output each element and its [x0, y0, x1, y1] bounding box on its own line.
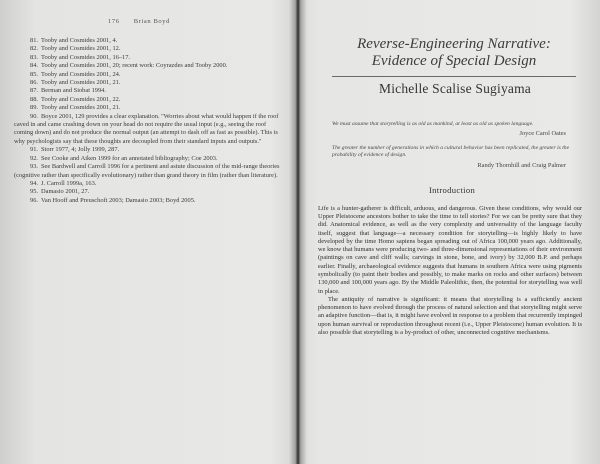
endnote-number: 84.: [30, 62, 38, 70]
title-rule: [332, 76, 576, 77]
endnote-number: 86.: [30, 79, 38, 87]
endnote-text: Storr 1977, 4; Jolly 1999, 287.: [41, 146, 120, 154]
endnote-text: Tooby and Cosmides 2001, 4.: [41, 37, 118, 44]
endnote-item: [14, 96, 280, 104]
chapter-title-line1: Reverse-Engineering Narrative:: [357, 36, 551, 52]
endnote-text: See Cooke and Aiken 1999 for an annotated bibliography; Coe 2003.: [41, 154, 218, 162]
endnote-number: 89.: [30, 104, 38, 112]
endnote-item: [14, 113, 280, 147]
endnote-text: J. Carroll 1999a, 163.: [41, 179, 97, 187]
chapter-title: [322, 36, 586, 70]
endnote-item: [14, 54, 280, 62]
endnote-item: [14, 71, 280, 79]
endnote-item: [14, 45, 280, 53]
chapter-author: Michelle Scalise Sugiyama: [379, 81, 531, 96]
endnotes-list: [14, 37, 280, 205]
endnote-number: 95.: [30, 188, 38, 196]
endnote-text: See Bardwell and Carroll 1996 for a pertinent and astute discussion of the mid-range theories (cognitive rather than specifically evolutionary) rather than grand theory in film (rather than literature).: [14, 163, 280, 179]
epigraph-2: The greater the number of generations in which a cultural behavior has been replicated, the greater is the probability of evidence of design.: [332, 145, 570, 159]
endnote-text: Tooby and Cosmides 2001, 21.: [41, 79, 121, 87]
endnote-item: [14, 79, 280, 87]
endnote-item: [14, 180, 280, 188]
endnote-item: [14, 188, 280, 196]
endnote-text: Tooby and Cosmides 2001, 12.: [41, 45, 121, 53]
endnote-number: 90.: [30, 112, 38, 120]
epigraph-2-attribution: Randy Thornhill and Craig Palmer: [477, 161, 566, 169]
endnote-text: Tooby and Cosmides 2001, 16–17.: [41, 53, 131, 61]
endnote-text: Tooby and Cosmides 2001, 22.: [41, 95, 121, 103]
endnote-item: [14, 197, 280, 205]
right-page: [318, 36, 586, 460]
endnote-number: 96.: [30, 196, 38, 204]
endnote-number: 92.: [30, 154, 38, 162]
section-heading: Introduction: [428, 184, 476, 195]
epigraph-1: We must assume that storytelling is as old as mankind, at least as old as spoken language.: [332, 121, 534, 127]
endnote-number: 87.: [30, 87, 38, 95]
endnote-text: Tooby and Cosmides 2001, 24.: [41, 70, 121, 78]
running-head-title: Brian Boyd: [133, 18, 170, 25]
endnote-text: Berman and Siobat 1994.: [41, 87, 106, 95]
left-page: [14, 18, 280, 458]
endnote-text: Tooby and Cosmides 2001, 20; recent work: Coyrazdes and Tooby 2000.: [41, 62, 228, 70]
endnote-number: 81.: [30, 37, 38, 44]
running-head: [108, 18, 280, 25]
endnote-number: 82.: [30, 45, 38, 53]
endnote-item: [14, 155, 280, 163]
endnote-item: [14, 104, 280, 112]
endnote-item: [14, 37, 280, 45]
epigraph-1-attribution: Joyce Carol Oates: [519, 130, 566, 138]
endnote-item: [14, 87, 280, 95]
book-gutter: [289, 0, 307, 464]
endnote-text: Van Hooff and Preuschoft 2003; Damasio 2003; Boyd 2005.: [41, 196, 196, 204]
endnote-text: Damasio 2001, 27.: [41, 188, 90, 196]
endnote-number: 93.: [30, 163, 38, 171]
endnote-text: Tooby and Cosmides 2001, 21.: [41, 104, 121, 112]
body-text: [318, 205, 582, 338]
chapter-title-line2: Evidence of Special Design: [371, 53, 537, 69]
endnote-item: [14, 163, 280, 180]
endnote-item: [14, 146, 280, 154]
endnote-number: 88.: [30, 95, 38, 103]
body-paragraph-1: Life is a hunter-gatherer is difficult, arduous, and dangerous. Given these conditions, why would our Upper Pleistocene ancestors bother to take the time to tell stories? For we can be pretty sure that they did. Anatomical evidence, as well as the very complexity and universality of the language faculty itself, suggest that language—a necessary condition for storytelling—is highly likely to have developed by the time Homo sapiens began spreading out of Africa 100,000 years ago. Additionally, we know that humans were producing two- and three-dimensional representations of their environment (paintings on cave and cliff walls; carvings in stone, bone, and ivory) by 32,000 B.P. and perhaps earlier. Finally, archaeological evidence suggests that humans in southern Africa were using pigments symbolically (to paint their bodies and possibly, to make marks on rocks and other surfaces) between 130,000 and 100,000 years ago. By the Middle Paleolithic, then, the potential for storytelling was well in place.: [318, 204, 582, 295]
body-paragraph-2: The antiquity of narrative is significant: it means that storytelling is a sufficiently ancient phenomenon to have evolved through the process of natural selection and that storytelling might serve an adaptive function—that is, it might have evolved in response to a problem that recurrently impinged upon human survival or reproduction throughout recent (i.e., Upper Pleistocene) human evolution. It is also possible that storytelling is a by-product of other, unconnected cognitive mechanisms.: [318, 295, 582, 337]
endnote-number: 94.: [30, 179, 38, 187]
endnote-number: 85.: [30, 70, 38, 78]
endnote-number: 83.: [30, 53, 38, 61]
page-number: 176: [108, 18, 120, 25]
endnote-item: [14, 62, 280, 70]
endnote-text: Boyce 2001, 129 provides a clear explanation. "Worries about what would happen if the roof caved in and came crashing down on your head do not require the usual input (e.g., seeing the roof coming down) and do not produce the normal output (an attempt to dash off as fast as possible). This is why psychologists say that these thoughts are decoupled from their standard inputs and outputs.": [14, 112, 279, 145]
endnote-number: 91.: [30, 146, 38, 154]
